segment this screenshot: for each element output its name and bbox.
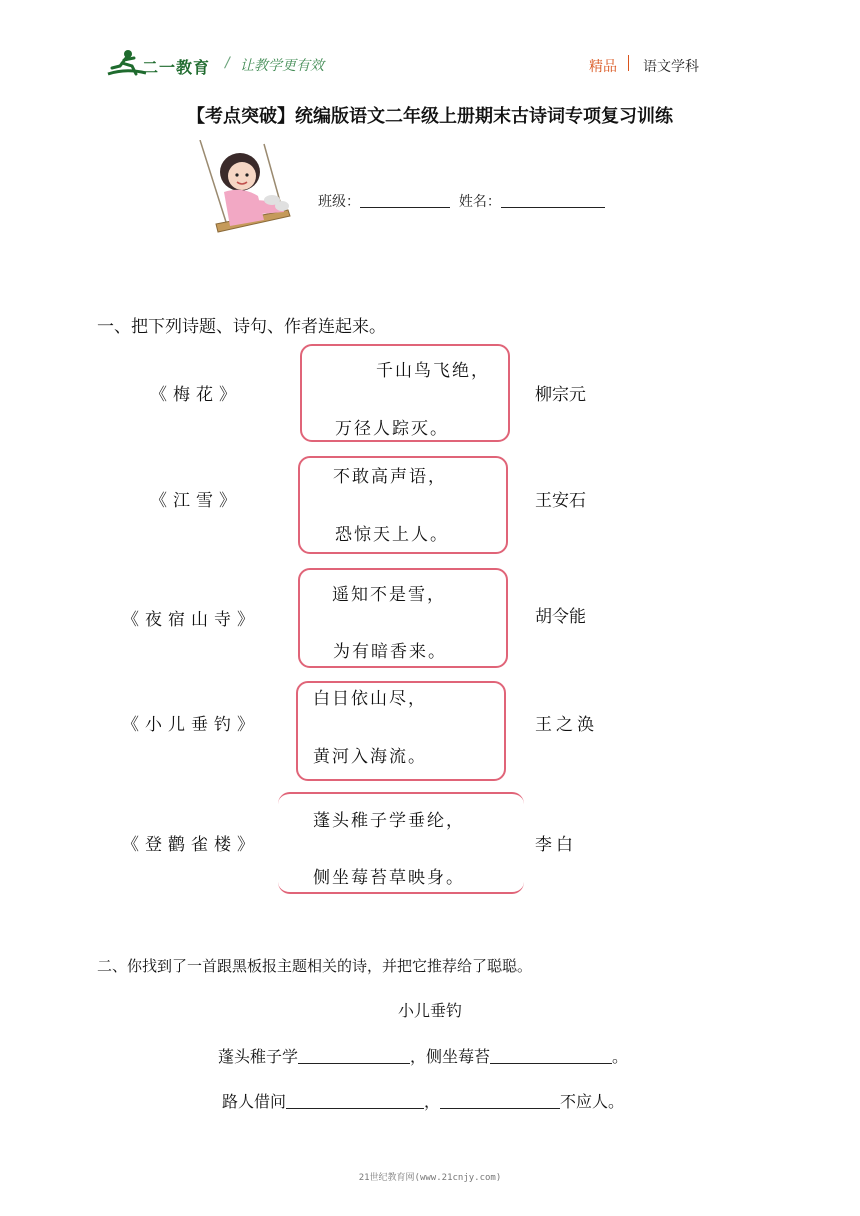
poem-title-4: 《小儿垂钓》 <box>122 715 260 735</box>
fill-line-1 <box>218 1044 628 1067</box>
poem-title-2: 《江雪》 <box>150 491 242 511</box>
fill-text: ， <box>424 1092 441 1111</box>
verse-line: 不敢高声语， <box>333 467 447 487</box>
answer-blank[interactable] <box>286 1094 424 1109</box>
verse-line: 侧坐莓苔草映身。 <box>313 868 465 888</box>
class-blank[interactable] <box>360 193 450 208</box>
answer-blank[interactable] <box>298 1049 410 1064</box>
author-5: 李白 <box>535 835 577 855</box>
logo-text: 二一教育 <box>142 58 211 77</box>
question-1-prompt: 一、把下列诗题、诗句、作者连起来。 <box>97 317 386 337</box>
author-1: 柳宗元 <box>535 385 586 405</box>
question-2-prompt: 二、你找到了一首跟黑板报主题相关的诗，并把它推荐给了聪聪。 <box>97 957 533 975</box>
verse-line: 白日依山尽， <box>313 689 427 709</box>
author-2: 王安石 <box>535 491 586 511</box>
student-info-line <box>318 191 605 211</box>
subject-label: 语文学科 <box>643 59 699 75</box>
poem-title-3: 《夜宿山寺》 <box>122 610 260 630</box>
header-separator <box>628 55 629 71</box>
verse-line: 为有暗香来。 <box>333 642 447 662</box>
poem-title-5: 《登鹳雀楼》 <box>122 835 260 855</box>
fill-line-2 <box>222 1089 624 1112</box>
fill-text: 路人借问 <box>222 1092 287 1111</box>
header-slogan: 让教学更有效 <box>240 58 324 74</box>
verse-line: 遥知不是雪， <box>332 585 446 605</box>
girl-on-swing-illustration <box>186 140 296 244</box>
author-3: 胡令能 <box>535 607 586 627</box>
verse-line: 蓬头稚子学垂纶， <box>313 811 465 831</box>
header-divider: / <box>225 55 230 71</box>
class-label: 班级： <box>318 194 360 210</box>
verse-line: 万径人踪灭。 <box>335 419 449 439</box>
fill-text: 。 <box>612 1047 629 1066</box>
fill-text: 蓬头稚子学 <box>218 1047 299 1066</box>
poem-title-1: 《梅花》 <box>150 385 242 405</box>
page-footer: 21世纪教育网(www.21cnjy.com) <box>358 1173 502 1183</box>
poem-title-xiaoer: 小儿垂钓 <box>397 1001 462 1020</box>
fill-text: ，侧坐莓苔 <box>410 1047 491 1066</box>
quality-label: 精品 <box>589 59 617 75</box>
author-4: 王之涣 <box>535 715 598 735</box>
verse-line: 黄河入海流。 <box>313 747 427 767</box>
answer-blank[interactable] <box>440 1094 560 1109</box>
name-blank[interactable] <box>501 193 605 208</box>
answer-blank[interactable] <box>490 1049 612 1064</box>
verse-line: 恐惊天上人。 <box>335 525 449 545</box>
fill-text: 不应人。 <box>560 1092 625 1111</box>
name-label: 姓名： <box>458 194 501 210</box>
verse-line: 千山鸟飞绝， <box>376 361 490 381</box>
page-title: 【考点突破】统编版语文二年级上册期末古诗词专项复习训练 <box>187 106 673 127</box>
